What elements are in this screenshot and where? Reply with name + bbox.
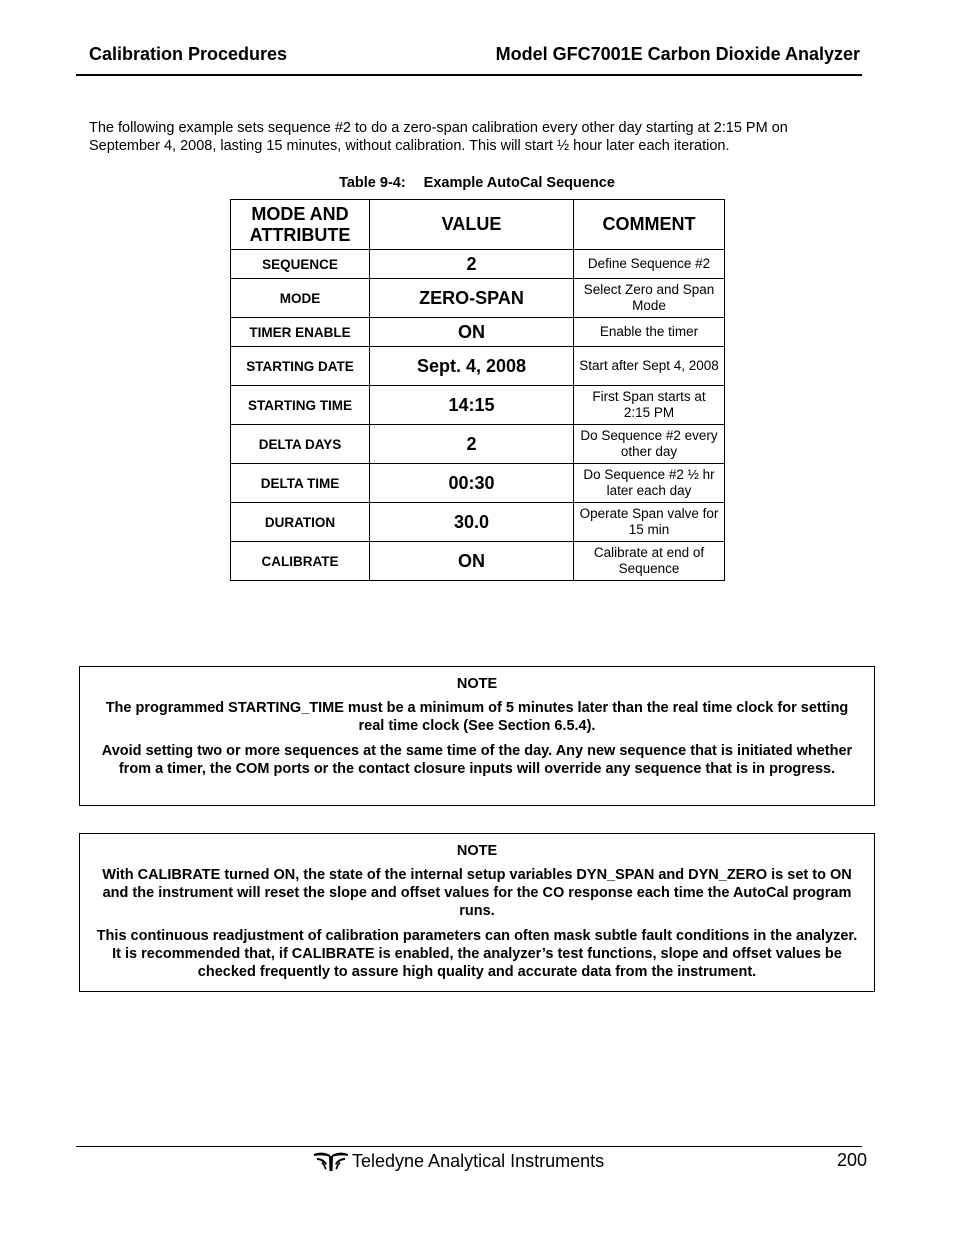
row-value: 00:30	[370, 464, 574, 503]
row-value: 2	[370, 425, 574, 464]
page-number: 200	[836, 1150, 867, 1170]
header-mode-attribute: MODE AND ATTRIBUTE	[231, 200, 370, 250]
header-document-title: Model GFC7001E Carbon Dioxide Analyzer	[495, 44, 860, 64]
autocal-sequence-table	[230, 199, 725, 581]
row-comment: Operate Span valve for 15 min	[574, 503, 725, 542]
footer-divider	[76, 1146, 862, 1147]
note-paragraph: With CALIBRATE turned ON, the state of the internal setup variables DYN_SPAN and DYN_ZERO is set to ON and the instrument will reset the slope and offset values for the CO response each time the AutoCal program runs.	[102, 867, 852, 919]
table-row	[231, 347, 725, 386]
row-value: 2	[370, 250, 574, 279]
note-paragraph: Avoid setting two or more sequences at the same time of the day. Any new sequence that is initiated whether from a timer, the COM ports or the contact closure inputs will override any sequence that is in progress.	[101, 743, 853, 777]
row-comment: Select Zero and Span Mode	[574, 279, 725, 318]
note-title: NOTE	[456, 843, 498, 859]
row-attribute: TIMER ENABLE	[231, 318, 370, 347]
header-comment: COMMENT	[574, 200, 725, 250]
row-attribute: DELTA DAYS	[231, 425, 370, 464]
note-box-calibrate	[79, 833, 875, 992]
row-attribute: SEQUENCE	[231, 250, 370, 279]
note-box-starting-time	[79, 666, 875, 806]
table-header-row	[231, 200, 725, 250]
table-row	[231, 279, 725, 318]
header-divider	[76, 74, 862, 76]
table-row	[231, 318, 725, 347]
row-value: 14:15	[370, 386, 574, 425]
intro-paragraph: The following example sets sequence #2 to do a zero-span calibration every other day starting at 2:15 PM on September 4, 2008, lasting 15 minutes, without calibration. This will start ½ hour later each iteration.	[89, 120, 788, 154]
footer-brand	[313, 1150, 604, 1172]
table-row	[231, 503, 725, 542]
row-value: 30.0	[370, 503, 574, 542]
row-comment: Do Sequence #2 ½ hr later each day	[574, 464, 725, 503]
row-comment: Start after Sept 4, 2008	[574, 347, 725, 386]
row-attribute: DELTA TIME	[231, 464, 370, 503]
table-row	[231, 386, 725, 425]
row-value: ON	[370, 542, 574, 581]
table-row	[231, 250, 725, 279]
row-attribute: DURATION	[231, 503, 370, 542]
note-title: NOTE	[456, 676, 498, 692]
row-value: Sept. 4, 2008	[370, 347, 574, 386]
note-paragraph: This continuous readjustment of calibration parameters can often mask subtle fault conditions in the analyzer. It is recommended that, if CALIBRATE is enabled, the analyzer’s test functions, slope and offset values be checked frequently to assure high quality and accurate data from the instrument.	[96, 928, 858, 980]
note-paragraph: The programmed STARTING_TIME must be a minimum of 5 minutes later than the real time clock for setting real time clock (See Section 6.5.4).	[105, 700, 849, 734]
table-caption-title: Example AutoCal Sequence	[423, 175, 615, 191]
row-comment: Calibrate at end of Sequence	[574, 542, 725, 581]
header-section-title: Calibration Procedures	[89, 44, 288, 64]
row-comment: First Span starts at 2:15 PM	[574, 386, 725, 425]
row-attribute: MODE	[231, 279, 370, 318]
teledyne-logo-icon	[313, 1150, 349, 1172]
table-caption-number: Table 9-4:	[339, 175, 406, 191]
row-comment: Do Sequence #2 every other day	[574, 425, 725, 464]
row-value: ZERO-SPAN	[370, 279, 574, 318]
row-value: ON	[370, 318, 574, 347]
row-comment: Enable the timer	[574, 318, 725, 347]
table-row	[231, 464, 725, 503]
footer-company-name: Teledyne Analytical Instruments	[352, 1150, 605, 1171]
row-attribute: CALIBRATE	[231, 542, 370, 581]
header-value: VALUE	[370, 200, 574, 250]
row-attribute: STARTING DATE	[231, 347, 370, 386]
table-row	[231, 425, 725, 464]
row-attribute: STARTING TIME	[231, 386, 370, 425]
row-comment: Define Sequence #2	[574, 250, 725, 279]
table-caption	[230, 175, 724, 191]
table-row	[231, 542, 725, 581]
